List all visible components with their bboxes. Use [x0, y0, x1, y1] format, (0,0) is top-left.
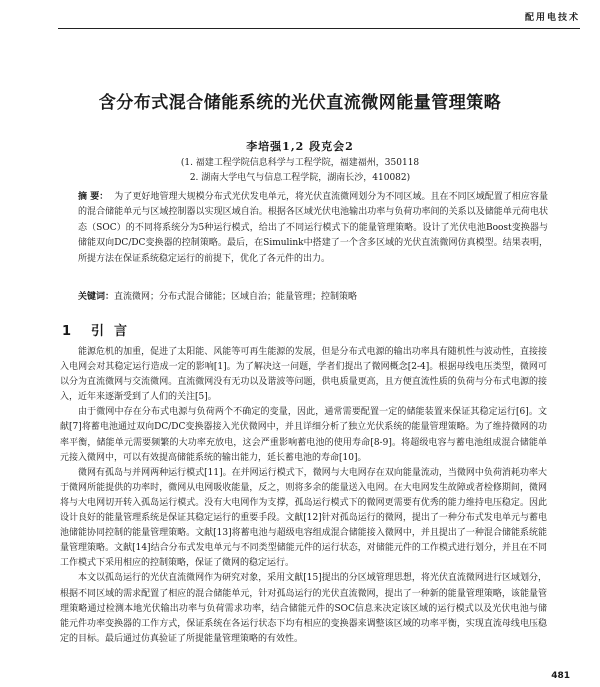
section-number: 1	[62, 324, 72, 339]
body-text	[60, 345, 547, 647]
section-heading	[62, 320, 137, 339]
paper-title: 含分布式混合储能系统的光伏直流微网能量管理策略	[98, 93, 502, 113]
page-number: 481	[551, 671, 570, 681]
paper-authors: 李培强1,2 段克会2	[246, 140, 354, 153]
abstract	[78, 190, 548, 267]
header-rule	[58, 28, 580, 29]
keywords-label: 关键词：	[78, 292, 115, 302]
paragraph-4: 本文以孤岛运行的光伏直流微网作为研究对象，采用文献[15]提出的分区域管理思想，将光伏直流微网进行区域划分，根据不同区域的需求配置了相应的混合储能单元，针对孤岛运行的光伏直流微网，提出了一种新的能量管理策略，该能量管理策略通过检测本地光伏输出功率与负荷需求功率，结合储能元件的SOC信息来决定该区域的运行模式以及光伏电池与储能元件功率变换器的工作方式，保证系统在各运行状态下均有相应的变换器来调整该区域的功率平衡，实现直流母线电压稳定的目标。最后通过仿真验证了所提能量管理策略的有效性。	[60, 573, 547, 644]
keywords	[78, 290, 548, 305]
affiliation-2: 2. 湖南大学电气与信息工程学院，湖南长沙，410082)	[189, 173, 411, 183]
abstract-text: 为了更好地管理大规模分布式光伏发电单元，将光伏直流微网划分为不同区域。且在不同区域配置了相应容量的混合储能单元与区域控制器以实现区域自治。根据各区域光伏电池输出功率与负荷功率间的关系以及储能单元荷电状态（SOC）的不同将系统分为5种运行模式，给出了不同运行模式下的能量管理策略。设计了光伏电池Boost变换器与储能双向DC/DC变换器的控制策略。最后，在Simulink中搭建了一个含多区域的光伏直流微网仿真模型。结果表明，所提方法在保证系统稳定运行的前提下，优化了各元件的出力。	[78, 192, 548, 264]
section-title-text: 引言	[91, 324, 138, 339]
affiliation-1: (1. 福建工程学院信息科学与工程学院，福建福州，350118	[180, 158, 420, 168]
keywords-text: 直流微网；分布式混合储能；区域自治；能量管理；控制策略	[114, 292, 358, 302]
journal-section-header: 配用电技术	[524, 13, 580, 23]
abstract-label: 摘 要：	[78, 192, 109, 202]
paragraph-3: 微网有孤岛与并网两种运行模式[11]。在并网运行模式下，微网与大电网存在双向能量流动，当微网中负荷消耗功率大于微网所能提供的功率时，微网从电网吸收能量，反之，则将多余的能量送入电网。在大电网发生故障或者检修期间，微网将与大电网切开转入孤岛运行模式。没有大电网作为支撑，孤岛运行模式下的微网更需要有优秀的能力维持电压稳定。因此设计良好的能量管理系统是保证其稳定运行的重要手段。文献[12]针对孤岛运行的微网，提出了一种分布式发电单元与蓄电池储能协同控制的能量管理策略。文献[13]将蓄电池与超级电容组成混合储能接入微网中，并且提出了一种混合储能系统能量管理策略。文献[14]结合分布式发电单元与不同类型储能元件的运行状态，对储能元件的工作模式进行划分，并且在不同工作模式下采用相应的控制策略，保证了微网的稳定运行。	[60, 467, 547, 569]
paragraph-2: 由于微网中存在分布式电源与负荷两个不确定的变量，因此，通常需要配置一定的储能装置来保证其稳定运行[6]。文献[7]将蓄电池通过双向DC/DC变换器接入光伏微网中，并且详细分析了独立光伏系统的能量管理策略。为了维持微网的功率平衡，储能单元需要频繁的大功率充放电，这会严重影响蓄电池的使用寿命[8-9]。将超级电容与蓄电池组成混合储能单元接入微网中，可以有效提高储能系统的输出能力，延长蓄电池的寿命[10]。	[60, 407, 547, 463]
paragraph-1: 能源危机的加重，促进了太阳能、风能等可再生能源的发展，但是分布式电源的输出功率具有随机性与波动性，直接接入电网会对其稳定运行造成一定的影响[1]。为了解决这一问题，学者们提出了微网概念[2-4]。根据母线电压类型，微网可以分为直流微网与交流微网。直流微网没有无功以及谐波等问题，供电质量更高，且方便直流性质的负荷与分布式电源的接入，近年来逐渐受到了人们的关注[5]。	[60, 347, 547, 403]
